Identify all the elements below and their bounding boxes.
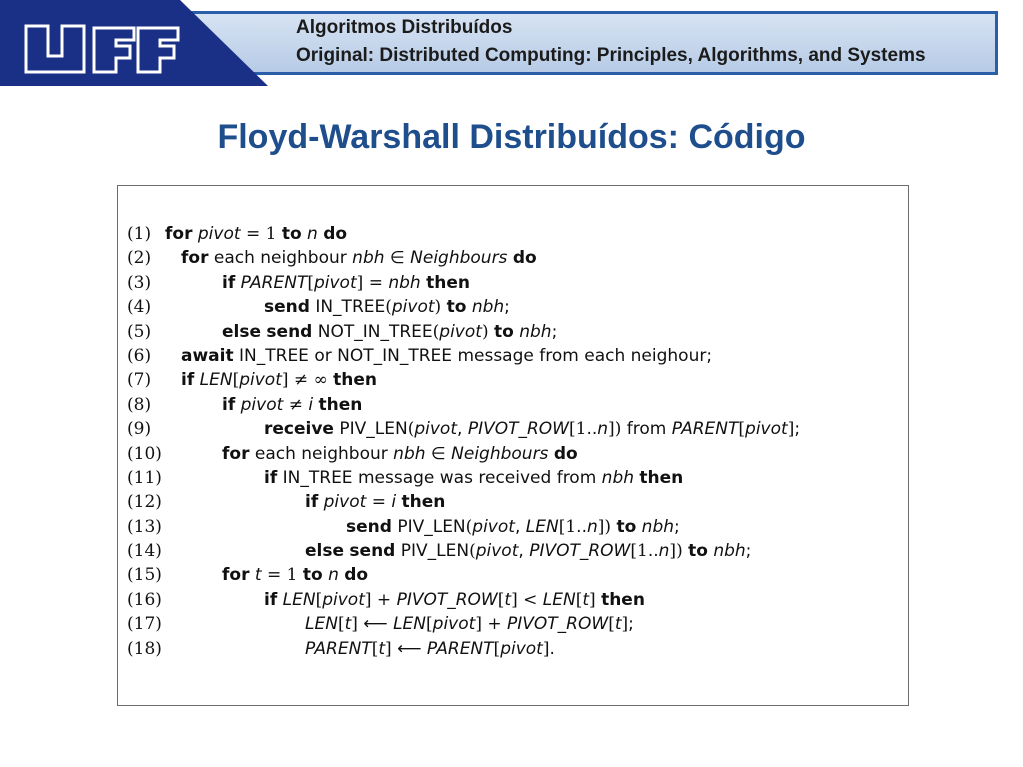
- code-line: [127, 515, 902, 539]
- line-number: (12): [127, 492, 162, 513]
- line-number: (9): [127, 419, 152, 440]
- code-line: [127, 637, 902, 661]
- line-number: (7): [127, 370, 152, 391]
- code-line: [127, 246, 902, 270]
- line-text: LEN[t] ⟵ LEN[pivot] + PIVOT_ROW[t];: [305, 614, 634, 635]
- line-text: PARENT[t] ⟵ PARENT[pivot].: [305, 638, 555, 659]
- code-line: [127, 563, 902, 587]
- header-source-title: Original: Distributed Computing: Principles, Algorithms, and Systems: [296, 45, 926, 66]
- line-number: (3): [127, 272, 152, 293]
- code-line: [127, 271, 902, 295]
- line-text: if LEN[pivot] ≠ ∞ then: [181, 370, 378, 391]
- code-line: [127, 442, 902, 466]
- line-text: if pivot = i then: [305, 492, 446, 513]
- line-number: (18): [127, 638, 162, 659]
- line-number: (14): [127, 541, 162, 562]
- line-text: receive PIV_LEN(pivot, PIVOT_ROW[1..n]) from PARENT[pivot];: [264, 419, 801, 440]
- line-number: (10): [127, 443, 162, 464]
- code-line: [127, 612, 902, 636]
- line-number: (2): [127, 248, 152, 269]
- code-line: [127, 222, 902, 246]
- line-text: if pivot ≠ i then: [222, 394, 363, 415]
- code-line: [127, 368, 902, 392]
- line-number: (1): [127, 224, 152, 244]
- line-number: (17): [127, 614, 162, 635]
- line-number: (6): [127, 345, 152, 366]
- line-number: (16): [127, 589, 162, 610]
- code-line: [127, 295, 902, 319]
- code-line: [127, 344, 902, 368]
- line-text: else send NOT_IN_TREE(pivot) to nbh;: [222, 321, 558, 342]
- line-text: await IN_TREE or NOT_IN_TREE message from each neighour;: [181, 345, 713, 366]
- header-banner: [0, 0, 1023, 90]
- code-line: [127, 417, 902, 441]
- line-text: for t = 1 to n do: [222, 565, 369, 586]
- line-text: for pivot = 1 to n do: [165, 224, 348, 244]
- header-course-title: Algoritmos Distribuídos: [296, 17, 513, 38]
- line-number: (15): [127, 565, 162, 586]
- code-line: [127, 320, 902, 344]
- line-text: send PIV_LEN(pivot, LEN[1..n]) to nbh;: [346, 516, 680, 537]
- line-number: (4): [127, 297, 152, 318]
- line-number: (13): [127, 516, 162, 537]
- algorithm-box: [117, 185, 909, 706]
- line-text: if IN_TREE message was received from nbh then: [264, 467, 684, 488]
- code-line: [127, 539, 902, 563]
- code-line: [127, 490, 902, 514]
- code-line: [127, 393, 902, 417]
- line-text: for each neighbour nbh ∈ Neighbours do: [181, 248, 537, 269]
- line-number: (8): [127, 394, 152, 415]
- line-text: if PARENT[pivot] = nbh then: [222, 272, 470, 293]
- line-text: else send PIV_LEN(pivot, PIVOT_ROW[1..n]) to nbh;: [305, 541, 752, 562]
- uff-logo: [6, 6, 184, 84]
- line-text: send IN_TREE(pivot) to nbh;: [264, 297, 510, 318]
- slide-title: Floyd-Warshall Distribuídos: Código: [217, 118, 806, 156]
- uff-logo-icon: [20, 14, 180, 84]
- code-line: [127, 588, 902, 612]
- line-text: for each neighbour nbh ∈ Neighbours do: [222, 443, 578, 464]
- line-number: (5): [127, 321, 152, 342]
- code-line: [127, 466, 902, 490]
- line-number: (11): [127, 467, 162, 488]
- line-text: if LEN[pivot] + PIVOT_ROW[t] < LEN[t] then: [264, 589, 645, 610]
- algorithm-code: [127, 222, 902, 661]
